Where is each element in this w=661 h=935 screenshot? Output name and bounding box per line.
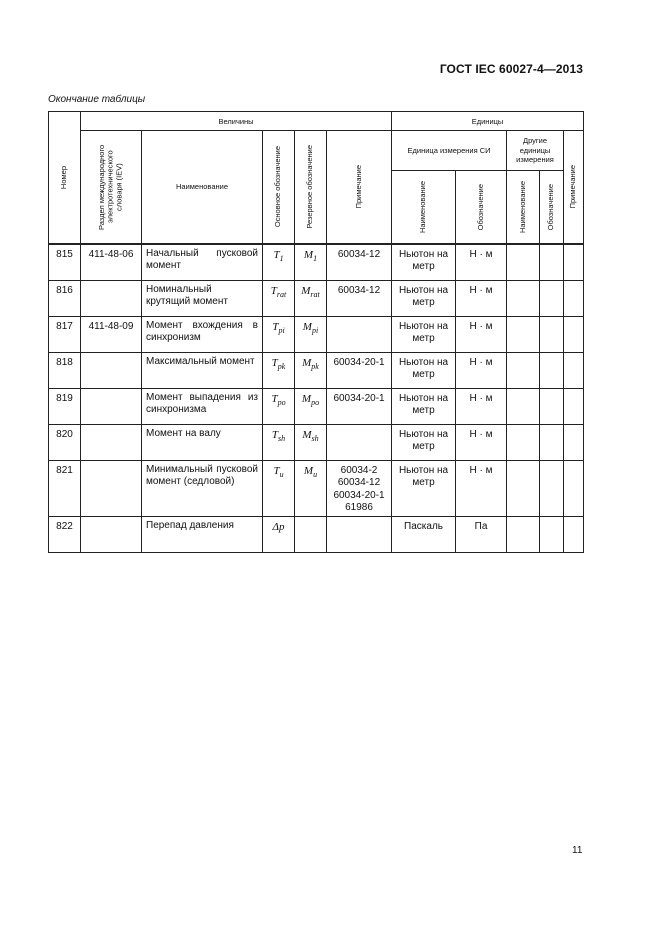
si-unit-name: Ньютон на метр xyxy=(392,352,456,388)
reserve-symbol-subscript: pk xyxy=(311,361,319,371)
reserve-symbol xyxy=(295,424,327,460)
other-unit-symbol xyxy=(540,352,564,388)
other-unit-name xyxy=(507,244,540,281)
other-unit-symbol xyxy=(540,244,564,281)
reserve-symbol-letter: M xyxy=(303,464,314,477)
table-row xyxy=(49,244,584,281)
page-number: 11 xyxy=(572,845,583,856)
other-unit-note xyxy=(564,316,584,352)
standard-note xyxy=(327,516,392,552)
si-unit-name: Паскаль xyxy=(392,516,456,552)
header-other-note: Примечание xyxy=(564,131,584,244)
row-number: 817 xyxy=(49,316,81,352)
table-row xyxy=(49,424,584,460)
header-si-symbol: Обозначение xyxy=(456,171,507,244)
quantity-name: Номинальный крутящий момент xyxy=(142,280,263,316)
main-symbol-subscript: u xyxy=(279,469,284,479)
main-symbol-subscript: pi xyxy=(278,325,285,335)
reserve-symbol-subscript: po xyxy=(311,397,320,407)
main-symbol-subscript: sh xyxy=(278,433,286,443)
main-symbol-letter: T xyxy=(271,356,278,369)
reserve-symbol xyxy=(295,516,327,552)
header-other-name: Наименование xyxy=(507,171,540,244)
iev-reference: 411-48-06 xyxy=(81,244,142,281)
iev-reference xyxy=(81,352,142,388)
si-unit-name: Ньютон на метр xyxy=(392,244,456,281)
other-unit-note xyxy=(564,388,584,424)
si-unit-symbol: Н · м xyxy=(456,244,507,281)
iev-reference xyxy=(81,280,142,316)
header-other-units: Другие единицы измерения xyxy=(507,131,564,171)
si-unit-symbol: Н · м xyxy=(456,460,507,516)
other-unit-symbol xyxy=(540,316,564,352)
si-unit-name: Ньютон на метр xyxy=(392,460,456,516)
header-number: Номер xyxy=(49,112,81,244)
si-unit-name: Ньютон на метр xyxy=(392,280,456,316)
row-number: 815 xyxy=(49,244,81,281)
other-unit-note xyxy=(564,516,584,552)
reserve-symbol-letter: M xyxy=(301,284,311,297)
row-number: 816 xyxy=(49,280,81,316)
main-symbol xyxy=(263,280,295,316)
main-symbol xyxy=(263,244,295,281)
main-symbol-letter: T xyxy=(271,392,278,405)
other-unit-name xyxy=(507,460,540,516)
main-symbol-letter: T xyxy=(270,284,277,297)
other-unit-symbol xyxy=(540,388,564,424)
other-unit-name xyxy=(507,424,540,460)
table-body xyxy=(49,244,584,553)
reserve-symbol-letter: M xyxy=(301,392,312,405)
quantity-name: Начальный пусковой момент xyxy=(142,244,263,281)
table-row xyxy=(49,316,584,352)
quantities-table xyxy=(48,111,584,553)
table-row xyxy=(49,388,584,424)
header-iev: Раздел международного электротехнического словаря (IEV) xyxy=(81,131,142,244)
main-symbol xyxy=(263,352,295,388)
reserve-symbol-letter: M xyxy=(302,356,312,369)
row-number: 822 xyxy=(49,516,81,552)
standard-note: 60034-2 60034-12 60034-20-1 61986 xyxy=(327,460,392,516)
main-symbol-letter: Δp xyxy=(272,520,285,533)
standard-note: 60034-12 xyxy=(327,244,392,281)
main-symbol-letter: T xyxy=(272,320,279,333)
reserve-symbol-subscript: sh xyxy=(311,433,319,443)
iev-reference xyxy=(81,460,142,516)
reserve-symbol xyxy=(295,460,327,516)
reserve-symbol xyxy=(295,388,327,424)
other-unit-note xyxy=(564,244,584,281)
main-symbol-letter: T xyxy=(273,248,280,261)
reserve-symbol-letter: M xyxy=(302,320,312,333)
quantity-name: Минимальный пусковой момент (седловой) xyxy=(142,460,263,516)
table-caption: Окончание таблицы xyxy=(48,94,146,105)
row-number: 820 xyxy=(49,424,81,460)
main-symbol xyxy=(263,316,295,352)
header-si-name: Наименование xyxy=(392,171,456,244)
iev-reference xyxy=(81,388,142,424)
main-symbol xyxy=(263,388,295,424)
main-symbol-subscript: po xyxy=(277,397,286,407)
si-unit-symbol: Н · м xyxy=(456,352,507,388)
header-other-symbol: Обозначение xyxy=(540,171,564,244)
header-name: Наименование xyxy=(142,131,263,244)
other-unit-note xyxy=(564,352,584,388)
main-symbol-letter: T xyxy=(271,428,278,441)
quantity-name: Момент вхождения в синхронизм xyxy=(142,316,263,352)
reserve-symbol xyxy=(295,352,327,388)
other-unit-note xyxy=(564,424,584,460)
standard-note xyxy=(327,424,392,460)
reserve-symbol-subscript: pi xyxy=(311,325,319,335)
si-unit-name: Ньютон на метр xyxy=(392,316,456,352)
table-row xyxy=(49,352,584,388)
main-symbol-subscript: 1 xyxy=(279,253,284,263)
si-unit-symbol: Н · м xyxy=(456,280,507,316)
si-unit-symbol: Н · м xyxy=(456,316,507,352)
header-reserve-symbol: Резервное обозначение xyxy=(295,131,327,244)
other-unit-name xyxy=(507,280,540,316)
reserve-symbol-subscript: u xyxy=(313,469,318,479)
reserve-symbol xyxy=(295,280,327,316)
other-unit-name xyxy=(507,352,540,388)
other-unit-name xyxy=(507,516,540,552)
standard-note: 60034-12 xyxy=(327,280,392,316)
main-symbol xyxy=(263,516,295,552)
standard-note xyxy=(327,316,392,352)
si-unit-symbol: Н · м xyxy=(456,424,507,460)
main-symbol xyxy=(263,460,295,516)
document-header: ГОСТ IEC 60027-4—2013 xyxy=(439,62,583,76)
iev-reference xyxy=(81,424,142,460)
row-number: 818 xyxy=(49,352,81,388)
other-unit-name xyxy=(507,388,540,424)
si-unit-symbol: Н · м xyxy=(456,388,507,424)
other-unit-symbol xyxy=(540,460,564,516)
si-unit-name: Ньютон на метр xyxy=(392,388,456,424)
other-unit-note xyxy=(564,280,584,316)
main-symbol-letter: T xyxy=(273,464,280,477)
standard-note: 60034-20-1 xyxy=(327,352,392,388)
main-symbol-subscript: pk xyxy=(277,361,286,371)
table-row xyxy=(49,280,584,316)
header-quantities-group: Величины xyxy=(81,112,392,131)
reserve-symbol-subscript: 1 xyxy=(313,253,318,263)
other-unit-name xyxy=(507,316,540,352)
other-unit-note xyxy=(564,460,584,516)
quantity-name: Перепад давления xyxy=(142,516,263,552)
si-unit-name: Ньютон на метр xyxy=(392,424,456,460)
main-symbol-subscript: rat xyxy=(276,289,287,299)
reserve-symbol-letter: M xyxy=(302,428,312,441)
reserve-symbol-subscript: rat xyxy=(310,289,320,299)
table-row xyxy=(49,516,584,552)
standard-note: 60034-20-1 xyxy=(327,388,392,424)
quantity-name: Момент выпадения из синхронизма xyxy=(142,388,263,424)
row-number: 821 xyxy=(49,460,81,516)
quantity-name: Момент на валу xyxy=(142,424,263,460)
quantity-name: Максимальный момент xyxy=(142,352,263,388)
reserve-symbol-letter: M xyxy=(303,248,314,261)
main-symbol xyxy=(263,424,295,460)
iev-reference: 411-48-09 xyxy=(81,316,142,352)
row-number: 819 xyxy=(49,388,81,424)
other-unit-symbol xyxy=(540,516,564,552)
reserve-symbol xyxy=(295,244,327,281)
header-si-unit: Единица измерения СИ xyxy=(392,131,507,171)
header-note: Примечание xyxy=(327,131,392,244)
table-row xyxy=(49,460,584,516)
other-unit-symbol xyxy=(540,280,564,316)
header-main-symbol: Основное обозначение xyxy=(263,131,295,244)
header-units-group: Единицы xyxy=(392,112,584,131)
iev-reference xyxy=(81,516,142,552)
other-unit-symbol xyxy=(540,424,564,460)
si-unit-symbol: Па xyxy=(456,516,507,552)
reserve-symbol xyxy=(295,316,327,352)
